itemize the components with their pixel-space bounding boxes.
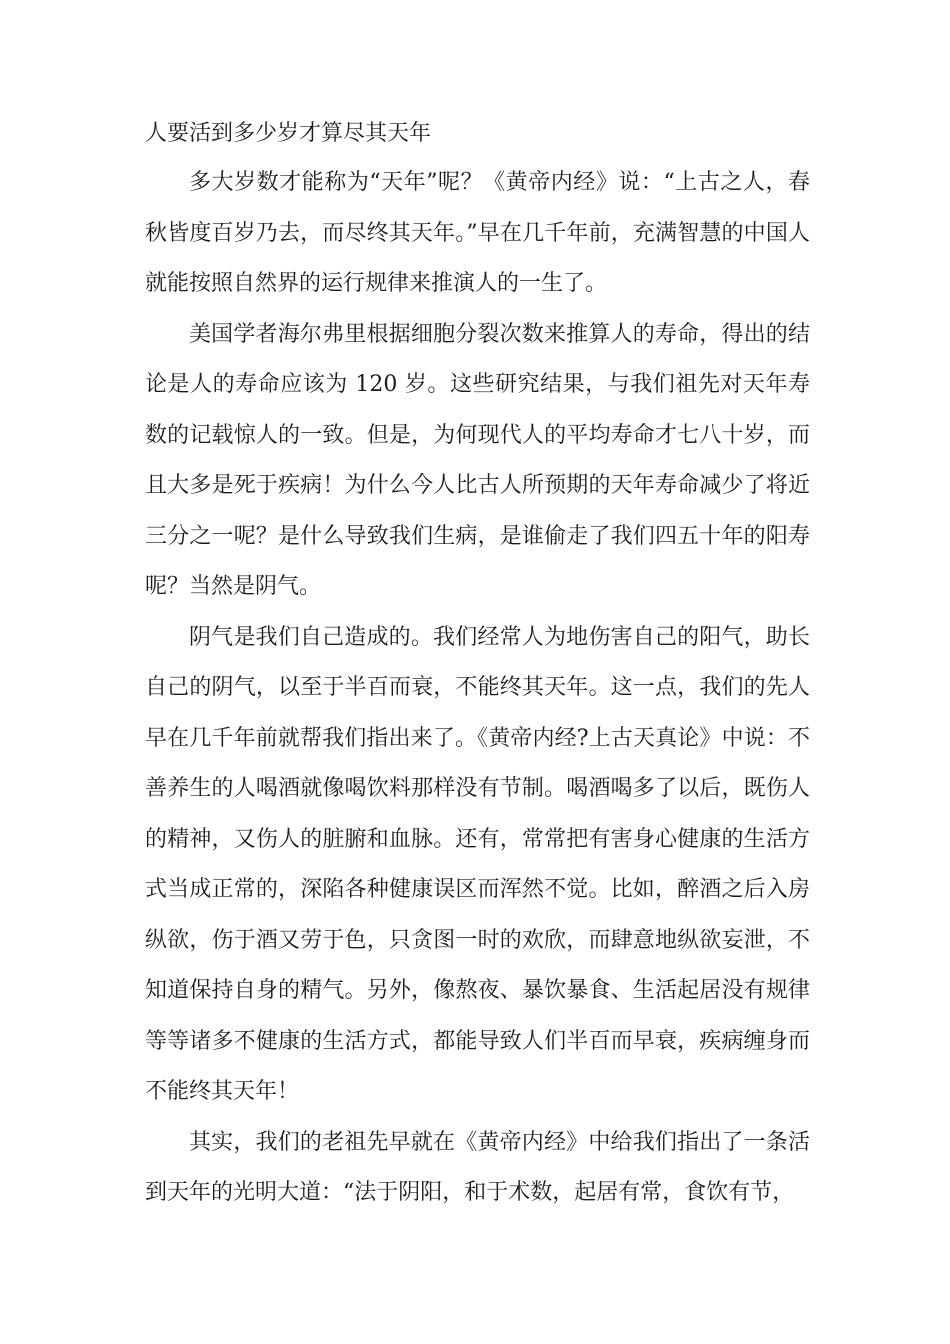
document-title: 人要活到多少岁才算尽其天年	[145, 121, 432, 146]
paragraph-2: 美国学者海尔弗里根据细胞分裂次数来推算人的寿命，得出的结论是人的寿命应该为 120 岁。这些研究结果，与我们祖先对天年寿数的记载惊人的一致。但是，为何现代人的平均寿命才七八十岁，而且大多是死于疾病！为什么今人比古人所预期的天年寿命减少了将近三分之一呢？是什么导致我们生病，是谁偷走了我们四五十年的阳寿呢？当然是阴气。	[145, 321, 810, 599]
paragraph-3: 阴气是我们自己造成的。我们经常人为地伤害自己的阳气，助长自己的阴气，以至于半百而衰，不能终其天年。这一点，我们的先人早在几千年前就帮我们指出来了。《黄帝内经?上古天真论》中说：不善养生的人喝酒就像喝饮料那样没有节制。喝酒喝多了以后，既伤人的精神，又伤人的脏腑和血脉。还有，常常把有害身心健康的生活方式当成正常的，深陷各种健康误区而浑然不觉。比如，醉酒之后入房纵欲，伤于酒又劳于色，只贪图一时的欢欣，而肆意地纵欲妄泄，不知道保持自身的精气。另外，像熬夜、暴饮暴食、生活起居没有规律等等诸多不健康的生活方式，都能导致人们半百而早衰，疾病缠身而不能终其天年！	[145, 624, 810, 1104]
paragraph-4: 其实，我们的老祖先早就在《黄帝内经》中给我们指出了一条活到天年的光明大道：“法于阴阳，和于术数，起居有常，食饮有节，	[145, 1129, 810, 1205]
document-body	[145, 120, 810, 1219]
paragraph-1: 多大岁数才能称为“天年”呢？《黄帝内经》说：“上古之人，春秋皆度百岁乃去，而尽终其天年。”早在几千年前，充满智慧的中国人就能按照自然界的运行规律来推演人的一生了。	[145, 170, 810, 296]
